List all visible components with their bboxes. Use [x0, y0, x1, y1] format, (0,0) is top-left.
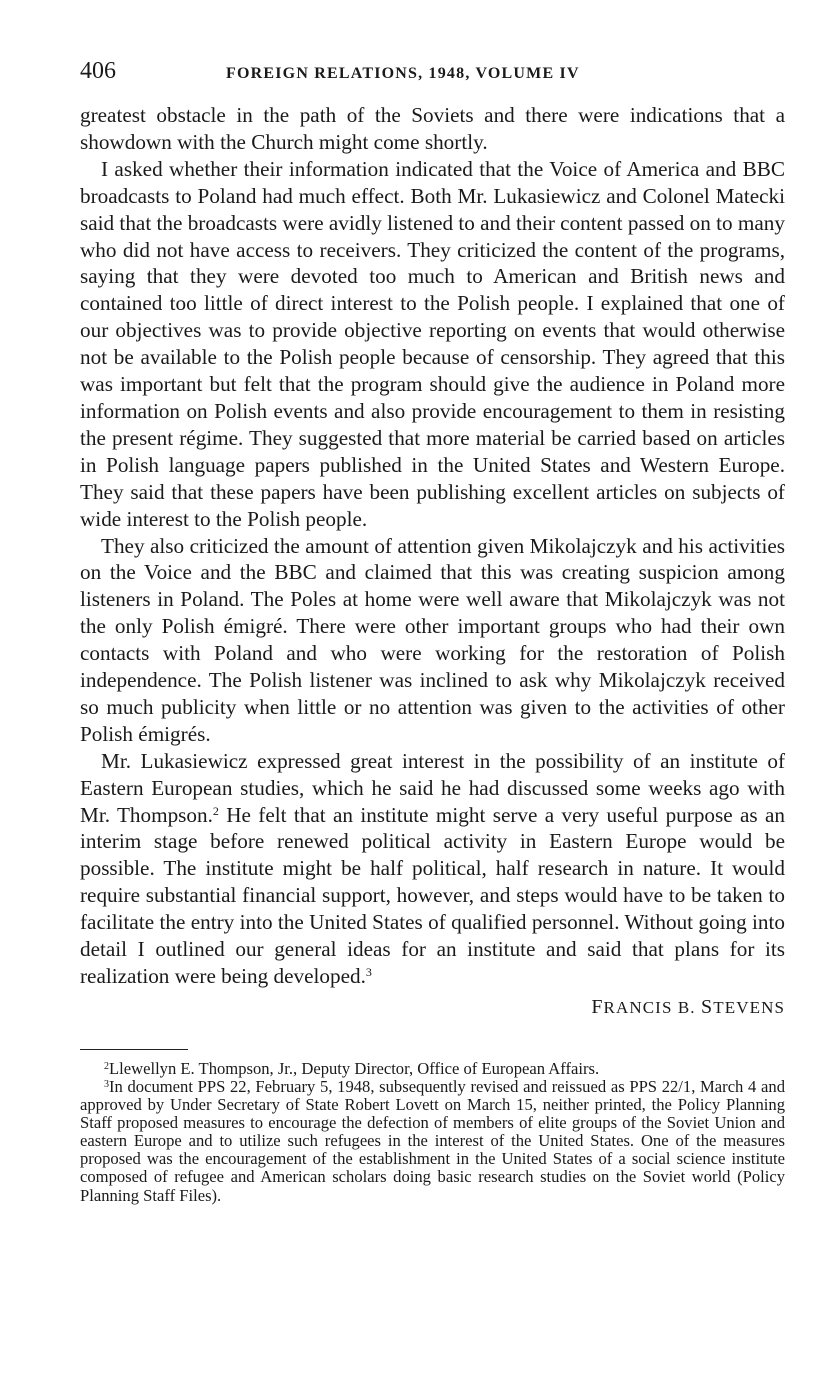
signature-last-rest: TEVENS [713, 997, 785, 1017]
signature-middle: B. [672, 997, 701, 1017]
signature-last-initial: S [701, 995, 714, 1018]
footnote-marker: 3 [104, 1079, 109, 1090]
signature-first-initial: F [591, 995, 604, 1018]
page-number: 406 [80, 58, 116, 84]
paragraph-voice-of-america: I asked whether their information indicated that the Voice of America and BBC broadcasts to Poland had much effect. Both Mr. Lukasiewicz and Colonel Matecki said that the broadcasts were avidly listened to and their content passed on to many who did not have access to receivers. They criticized the content of the programs, saying that they were devoted too much to American and British news and contained too little of direct interest to the Polish people. I explained that one of our objectives was to provide objective reporting on events that would otherwise not be available to the Polish people because of censorship. They agreed that this was important but felt that the program should give the audience in Poland more information on Polish events and also provide encouragement to them in resisting the present régime. They suggested that more material be carried based on articles in Polish language papers published in the United States and Western Europe. They said that these papers have been publishing excellent articles on subjects of wide interest to the Polish people. [80, 156, 785, 531]
footnote-text: Llewellyn E. Thompson, Jr., Deputy Director, Office of European Affairs. [109, 1058, 600, 1078]
paragraph-institute-part1: Mr. Lukasiewicz expressed great interest in the possibility of an institute of Eastern European studies, which he said he had discussed some weeks ago with Mr. Thompson. [80, 748, 785, 827]
footnote-marker: 2 [104, 1060, 109, 1072]
paragraph-institute [80, 748, 785, 990]
footnote-divider [80, 1049, 188, 1050]
signature-first-rest: RANCIS [603, 997, 673, 1017]
running-title: FOREIGN RELATIONS, 1948, VOLUME IV [226, 65, 580, 82]
document-page [80, 58, 785, 1205]
footnotes [80, 1060, 785, 1205]
footnote-ref-3: 3 [365, 965, 372, 979]
footnote-ref-2: 2 [212, 803, 219, 818]
paragraph-institute-part2: He felt that an institute might serve a very useful purpose as an interim stage before renewed political activity in Eastern Europe would be possible. The institute might be half political, half research in nature. It would require substantial financial support, however, and steps would have to be taken to facilitate the entry into the United States of qualified personnel. Without going into detail I outlined our general ideas for an institute and said that plans for its realization were being developed. [80, 802, 785, 988]
paragraph-continued: greatest obstacle in the path of the Soviets and there were indications that a showdown with the Church might come shortly. [80, 103, 785, 154]
running-head [80, 58, 785, 88]
footnote-text: In document PPS 22, February 5, 1948, subsequently revised and reissued as PPS 22/1, March 4 and approved by Under Secretary of State Robert Lovett on March 15, neither printed, the Policy Planning Staff proposed measures to encourage the defection of members of elite groups of the Soviet Union and eastern Europe and to utilize such refugees in the interest of the United States. One of the measures proposed was the encouragement of the establishment in the United States of a social science institute composed of refugee and American scholars doing basic research studies on the Soviet world (Policy Planning Staff Files). [80, 1077, 785, 1205]
signature [80, 994, 785, 1021]
body-text [80, 102, 785, 990]
paragraph-mikolajczyk: They also criticized the amount of attention given Mikolajczyk and his activities on the Voice and the BBC and claimed that this was creating suspicion among listeners in Poland. The Poles at home were well aware that Mikolajczyk was not the only Polish émigré. There were other important groups who had their own contacts with Poland and who were working for the restoration of Polish independence. The Polish listener was inclined to ask why Mikolajczyk received so much publicity when little or no attention was given to the activities of other Polish émigrés. [80, 533, 785, 746]
footnote-3 [80, 1078, 785, 1205]
footnote-2 [80, 1060, 785, 1078]
